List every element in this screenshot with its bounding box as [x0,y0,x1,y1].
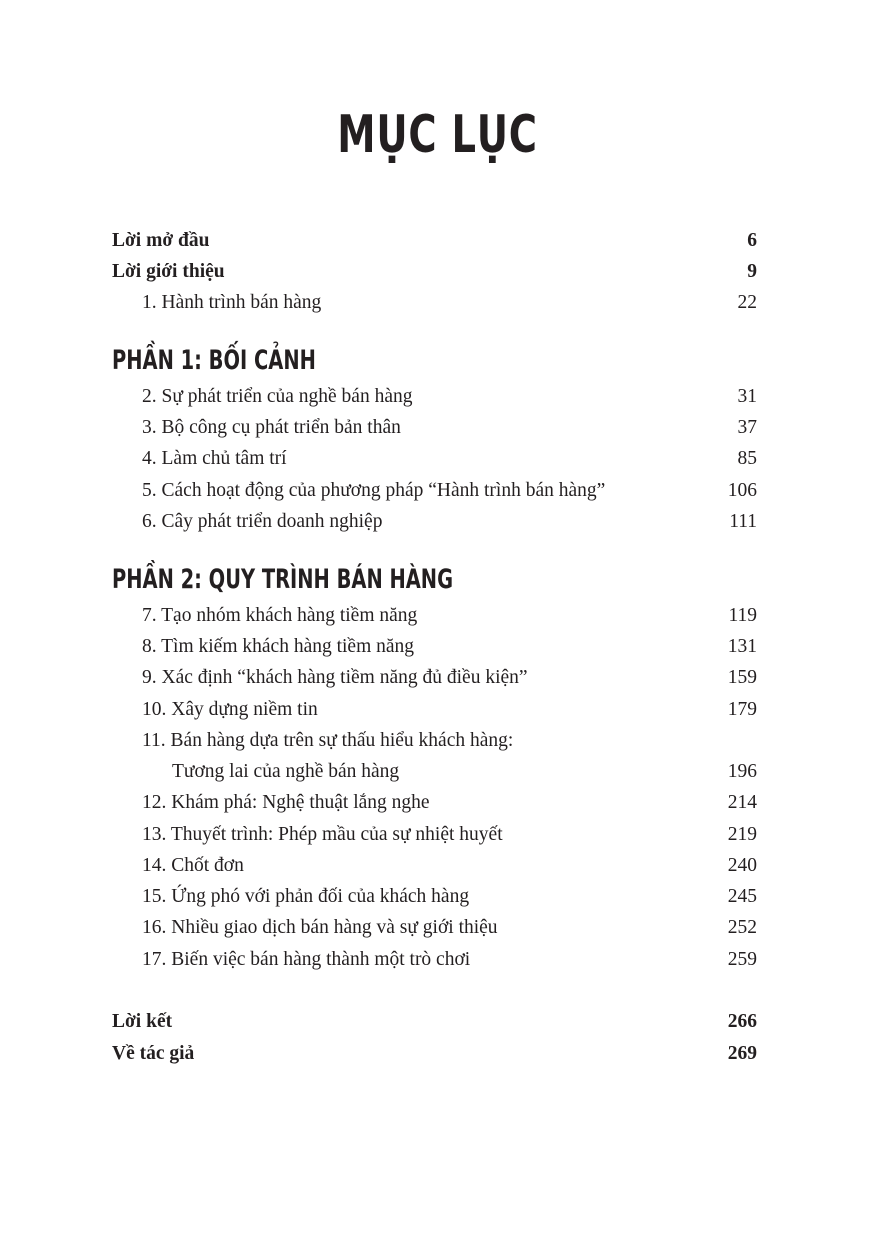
toc-entry-text: 11. Bán hàng dựa trên sự thấu hiểu khách hàng: [142,730,514,751]
toc-entry-chapter-17[interactable] [142,945,757,975]
toc-entry-text: Về tác giả [112,1043,195,1064]
toc-entry-page: 259 [727,949,757,970]
toc-entry-chapter-13[interactable] [142,820,757,850]
toc-entry-page: 159 [727,667,757,688]
toc-entry-page: 269 [727,1043,757,1064]
toc-entry-chapter-16[interactable] [142,913,757,943]
toc-entry-chapter-14[interactable] [142,851,757,881]
toc-entry-chapter-2[interactable] [142,382,757,412]
toc-entry-text: 17. Biến việc bán hàng thành một trò chơi [142,949,471,970]
toc-entry-page: 22 [737,292,757,313]
toc-entry-loi-mo-dau[interactable] [112,226,757,256]
toc-entry-text: 3. Bộ công cụ phát triển bản thân [142,417,401,438]
toc-entry-page: 196 [727,761,757,782]
toc-entry-page: 106 [727,480,757,501]
toc-entry-page: 240 [727,855,757,876]
toc-entry-chapter-11-continued[interactable] [172,757,757,787]
toc-entry-chapter-1[interactable] [142,288,757,318]
toc-entry-page: 219 [727,824,757,845]
toc-entry-chapter-11[interactable] [142,726,757,756]
toc-entry-chapter-6[interactable] [142,507,757,537]
toc-entry-text: 16. Nhiều giao dịch bán hàng và sự giới thiệu [142,917,498,938]
toc-entry-text: 14. Chốt đơn [142,855,244,876]
toc-entry-chapter-7[interactable] [142,601,757,631]
toc-entry-text: Lời mở đầu [112,230,210,251]
toc-entry-page: 31 [737,386,757,407]
toc-entry-text: 15. Ứng phó với phản đối của khách hàng [142,886,470,907]
page-title: MỤC LỤC [337,105,538,165]
toc-entry-page: 214 [727,792,757,813]
toc-entry-text: 9. Xác định “khách hàng tiềm năng đủ điều kiện” [142,667,528,688]
toc-entry-page: 131 [727,636,757,657]
toc-entry-loi-ket[interactable] [112,1007,757,1037]
toc-entry-chapter-8[interactable] [142,632,757,662]
toc-entry-page: 266 [727,1011,757,1032]
toc-entry-text: 13. Thuyết trình: Phép mầu của sự nhiệt huyết [142,824,503,845]
toc-entry-page: 85 [737,448,757,469]
toc-entry-ve-tac-gia[interactable] [112,1039,757,1069]
toc-entry-chapter-12[interactable] [142,788,757,818]
toc-entry-chapter-9[interactable] [142,663,757,693]
toc-entry-loi-gioi-thieu[interactable] [112,257,757,287]
toc-entry-text: 2. Sự phát triển của nghề bán hàng [142,386,413,407]
toc-entry-text: Lời giới thiệu [112,261,225,282]
toc-entry-chapter-10[interactable] [142,695,757,725]
toc-entry-chapter-5[interactable] [142,476,757,506]
toc-entry-text: 1. Hành trình bán hàng [142,292,322,313]
toc-entry-text: 7. Tạo nhóm khách hàng tiềm năng [142,605,418,626]
toc-entry-text: 5. Cách hoạt động của phương pháp “Hành trình bán hàng” [142,480,606,501]
toc-entry-text: Tương lai của nghề bán hàng [172,761,400,782]
toc-entry-page: 179 [727,699,757,720]
toc-entry-page: 119 [728,605,757,626]
toc-entry-page: 252 [727,917,757,938]
toc-entry-text: 8. Tìm kiếm khách hàng tiềm năng [142,636,415,657]
toc-entry-page: 37 [737,417,757,438]
toc-entry-page: 245 [727,886,757,907]
toc-entry-page: 6 [747,230,757,251]
toc-entry-text: 4. Làm chủ tâm trí [142,448,287,469]
toc-entry-chapter-3[interactable] [142,413,757,443]
toc-entry-text: 12. Khám phá: Nghệ thuật lắng nghe [142,792,430,813]
part-2-heading: PHẦN 2: QUY TRÌNH BÁN HÀNG [112,564,454,595]
toc-entry-text: 6. Cây phát triển doanh nghiệp [142,511,383,532]
part-1-heading: PHẦN 1: BỐI CẢNH [112,345,316,376]
toc-entry-page: 9 [747,261,757,282]
toc-entry-chapter-15[interactable] [142,882,757,912]
toc-entry-page: 111 [729,511,757,532]
toc-entry-text: 10. Xây dựng niềm tin [142,699,318,720]
toc-entry-text: Lời kết [112,1011,173,1032]
toc-entry-chapter-4[interactable] [142,444,757,474]
